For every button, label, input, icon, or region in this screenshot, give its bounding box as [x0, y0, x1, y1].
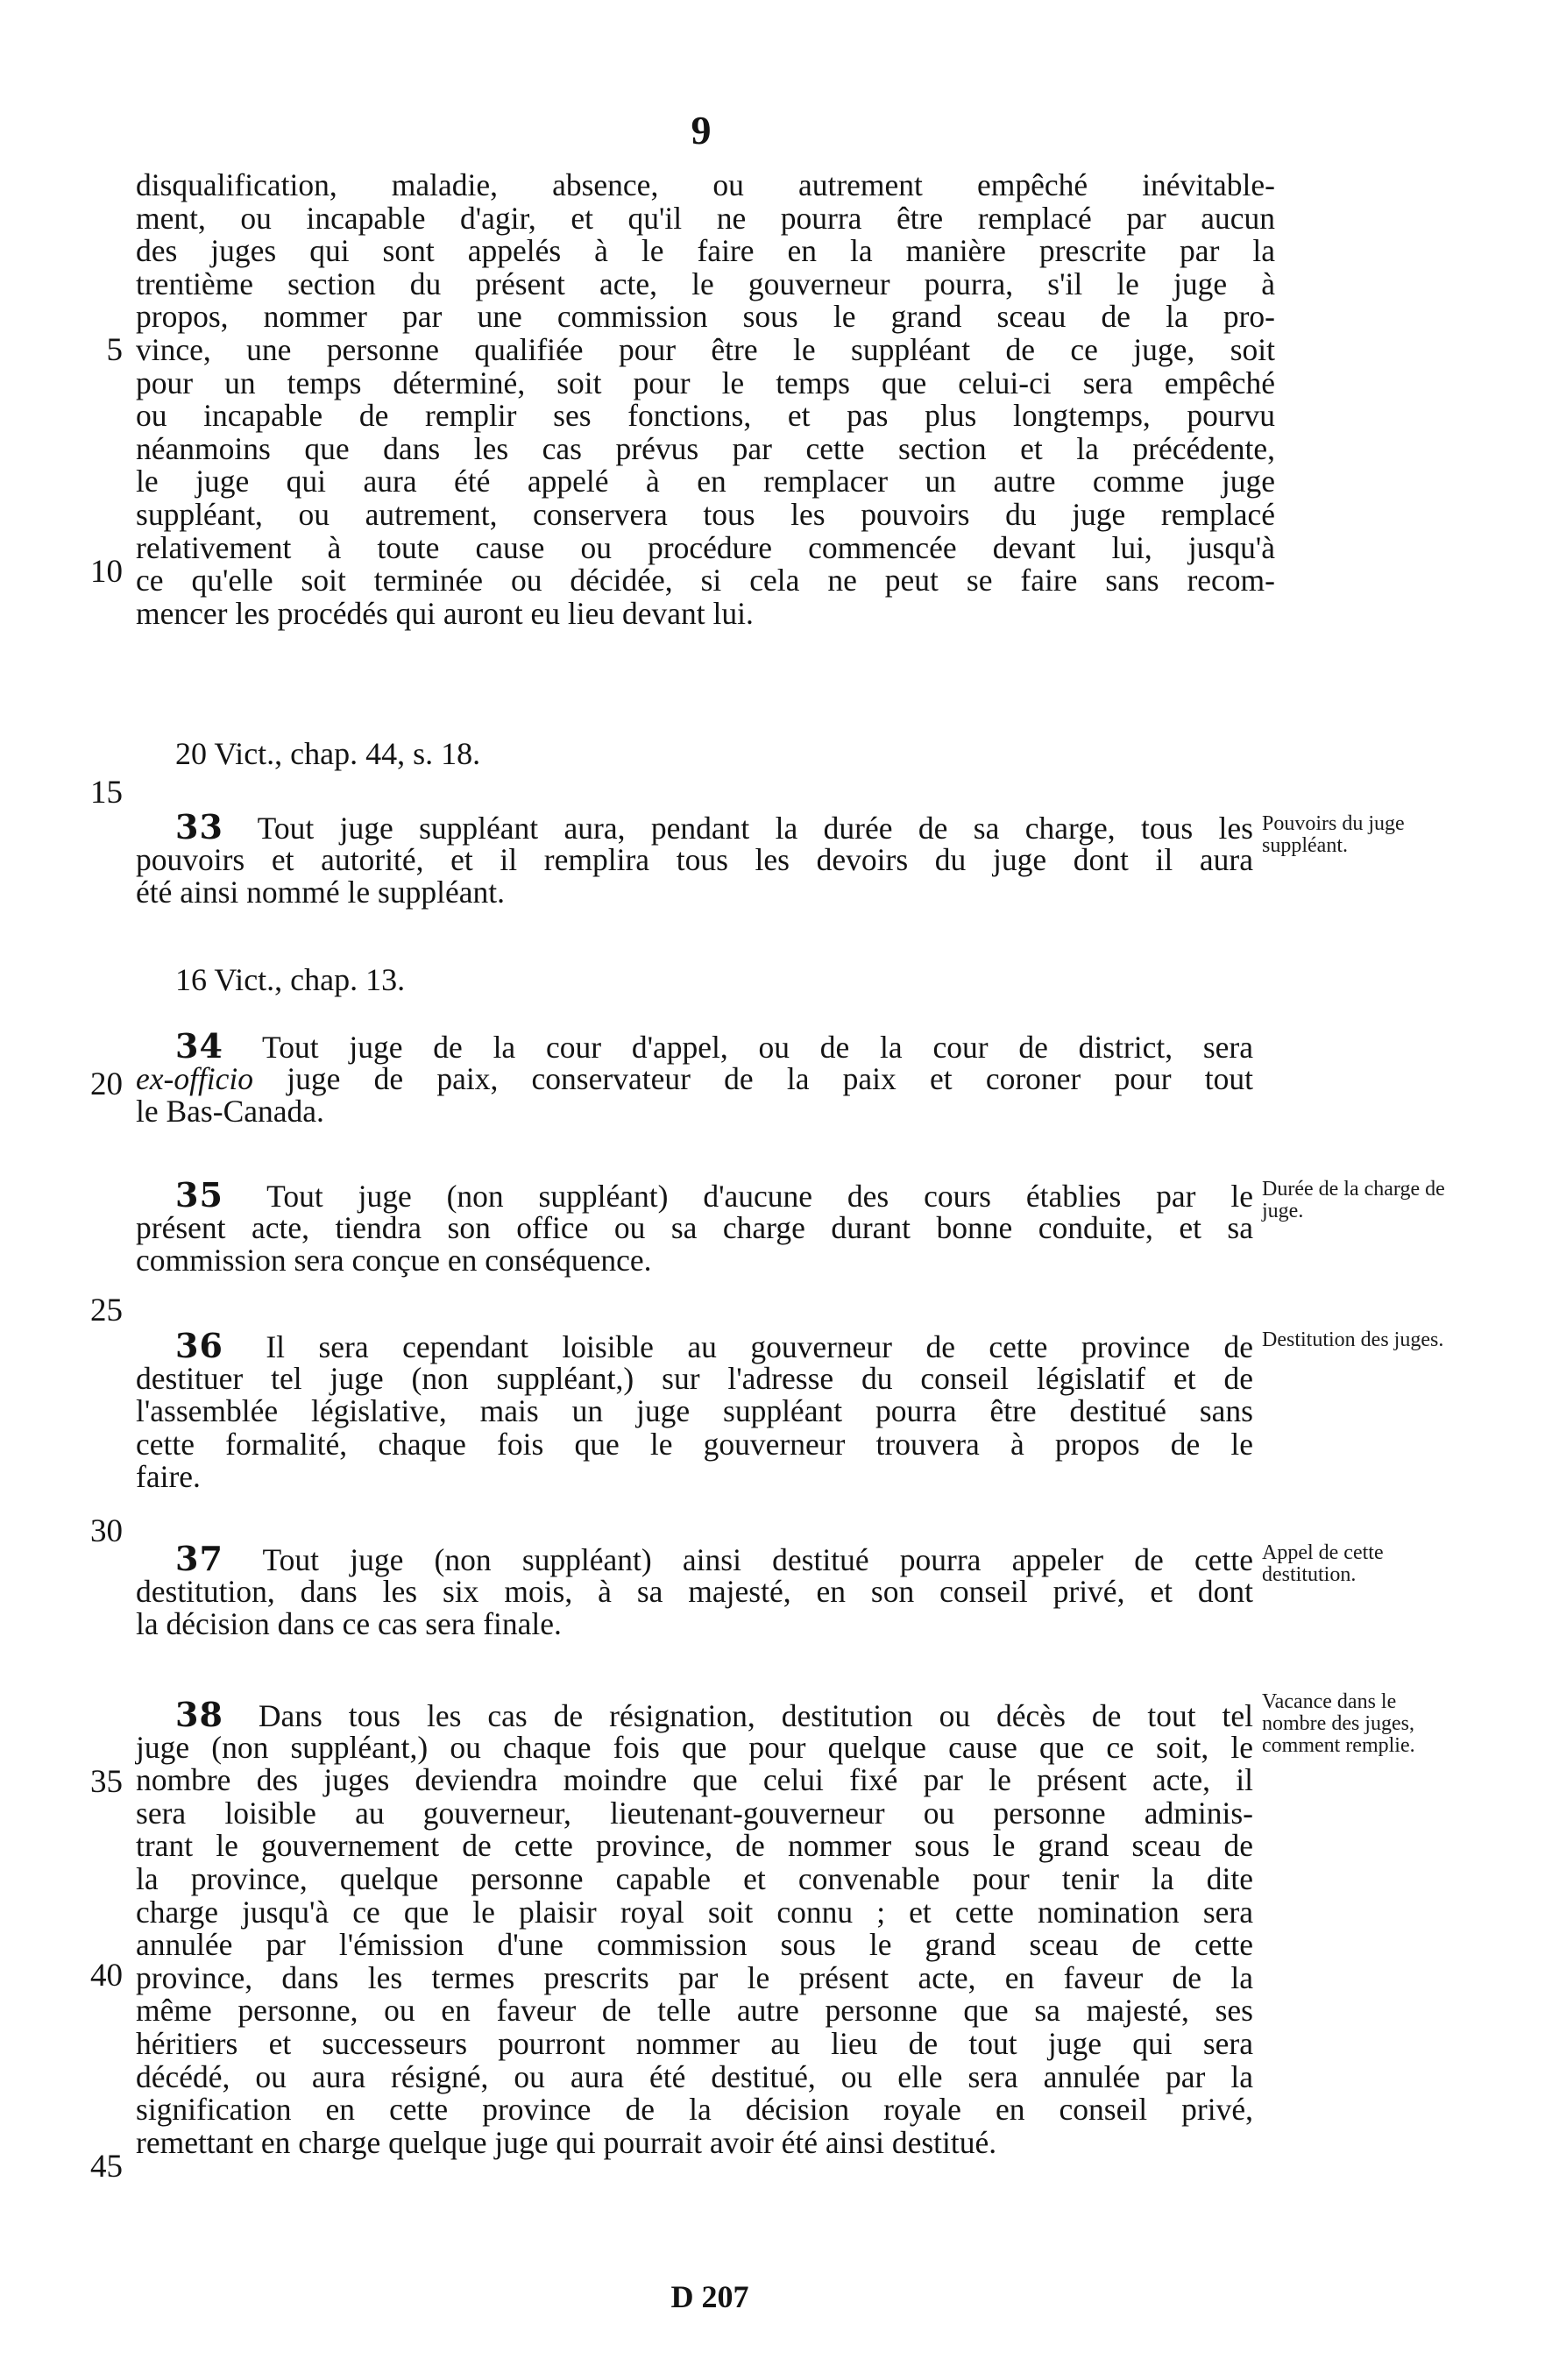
section-38	[136, 1695, 1254, 2160]
text-line: la province, quelque personne capable et convenable pour tenir la dite	[136, 1860, 1253, 1896]
margin-note: Pouvoirs du juge suppléant.	[1262, 812, 1405, 857]
line-number: 25	[90, 1293, 123, 1328]
citation: 16 Vict., chap. 13.	[175, 962, 406, 997]
margin-note: Destitution des juges.	[1262, 1328, 1444, 1351]
text-line: même personne, ou en faveur de telle autre personne que sa majesté, ses	[136, 1993, 1253, 2029]
text-line: des juges qui sont appelés à le faire en la manière prescrite par la	[136, 233, 1275, 269]
text-line: nombre des juges deviendra moindre que celui fixé par le présent acte, il	[136, 1762, 1253, 1798]
text-line: destitution, dans les six mois, à sa majesté, en son conseil privé, et dont	[136, 1573, 1253, 1609]
text-line: sera loisible au gouverneur, lieutenant-gouverneur ou personne adminis-	[136, 1795, 1253, 1831]
text-line: suppléant, ou autrement, conservera tous les pouvoirs du juge remplacé	[136, 496, 1275, 532]
text-line: été ainsi nommé le suppléant.	[136, 875, 505, 910]
text-line: le Bas-Canada.	[136, 1094, 324, 1130]
section-text: Tout juge de la cour d'appel, ou de la cour de district, sera	[262, 1030, 1254, 1065]
text-line: la décision dans ce cas sera finale.	[136, 1606, 562, 1642]
margin-note: Appel de cette destitution.	[1262, 1541, 1384, 1586]
line-number: 40	[90, 1958, 123, 1994]
text-line: cette formalité, chaque fois que le gouverneur trouvera à propos de le	[136, 1426, 1253, 1462]
margin-note: Vacance dans le nombre des juges, comment remplie.	[1262, 1690, 1415, 1757]
text-line	[136, 807, 1253, 846]
text-line	[136, 1326, 1253, 1365]
section-text: Dans tous les cas de résignation, destitution ou décès de tout tel	[258, 1698, 1254, 1733]
line-number: 20	[90, 1066, 123, 1102]
text-line: vince, une personne qualifiée pour être le suppléant de ce juge, soit	[136, 331, 1275, 367]
text-line	[136, 1695, 1254, 1734]
text-line: ou incapable de remplir ses fonctions, et pas plus longtemps, pourvu	[136, 398, 1275, 434]
page-number: 9	[691, 108, 712, 152]
section-text: Tout juge suppléant aura, pendant la durée de sa charge, tous les	[257, 811, 1253, 846]
text-line: ment, ou incapable d'agir, et qu'il ne pourra être remplacé par aucun	[136, 200, 1275, 236]
text-line: signification en cette province de la décision royale en conseil privé,	[136, 2092, 1253, 2128]
line-number: 30	[90, 1513, 123, 1549]
section-number: 35	[175, 1175, 223, 1215]
intro-paragraph	[136, 169, 1275, 630]
text-line: présent acte, tiendra son office ou sa charge durant bonne conduite, et sa	[136, 1209, 1253, 1245]
section-number: 33	[175, 807, 223, 846]
text-line: héritiers et successeurs pourront nommer au lieu de tout juge qui sera	[136, 2025, 1253, 2061]
text-line: mencer les procédés qui auront eu lieu devant lui.	[136, 595, 754, 631]
section-33	[136, 807, 1253, 910]
signature-mark: D 207	[670, 2279, 749, 2314]
line-number: 5	[106, 332, 123, 368]
section-34	[136, 1026, 1254, 1130]
text-line: annulée par l'émission d'une commission sous le grand sceau de cette	[136, 1927, 1253, 1963]
text-line: néanmoins que dans les cas prévus par cette section et la précédente,	[136, 430, 1275, 466]
text-line: propos, nommer par une commission sous le grand sceau de la pro-	[136, 299, 1275, 335]
italic-term: ex-officio	[136, 1060, 254, 1096]
text-line: juge (non suppléant,) ou chaque fois que pour quelque cause que ce soit, le	[136, 1729, 1253, 1765]
text-line: charge jusqu'à ce que le plaisir royal soit connu ; et cette nomination sera	[136, 1894, 1253, 1930]
section-number: 36	[175, 1326, 223, 1365]
text-line: décédé, ou aura résigné, ou aura été destitué, ou elle sera annulée par la	[136, 2058, 1253, 2094]
section-text: juge de paix, conservateur de la paix et coroner pour tout	[253, 1060, 1253, 1096]
section-text: Tout juge (non suppléant) ainsi destitué pourra appeler de cette	[262, 1542, 1253, 1577]
text-line: province, dans les termes prescrits par le présent acte, en faveur de la	[136, 1959, 1253, 1995]
text-line: l'assemblée législative, mais un juge suppléant pourra être destitué sans	[136, 1393, 1253, 1429]
text-line: trentième section du présent acte, le gouverneur pourra, s'il le juge à	[136, 266, 1275, 301]
text-line	[136, 1175, 1254, 1215]
section-text: Tout juge (non suppléant) d'aucune des cours établies par le	[266, 1179, 1254, 1214]
section-number: 38	[175, 1695, 223, 1734]
line-number: 35	[90, 1764, 123, 1800]
text-line: destituer tel juge (non suppléant,) sur l'adresse du conseil législatif et de	[136, 1360, 1253, 1396]
text-line: pouvoirs et autorité, et il remplira tous les devoirs du juge dont il aura	[136, 841, 1253, 877]
text-line: remettant en charge quelque juge qui pourrait avoir été ainsi destitué.	[136, 2124, 997, 2160]
line-number: 15	[90, 775, 123, 811]
text-line: le juge qui aura été appelé à en remplacer un autre comme juge	[136, 464, 1275, 499]
line-number: 45	[90, 2149, 123, 2185]
text-line: relativement à toute cause ou procédure commencée devant lui, jusqu'à	[136, 529, 1275, 565]
text-line	[136, 1060, 1253, 1096]
text-line	[136, 1539, 1253, 1578]
citation: 20 Vict., chap. 44, s. 18.	[175, 736, 481, 771]
section-35	[136, 1175, 1254, 1279]
section-36	[136, 1326, 1253, 1495]
section-number: 34	[175, 1026, 223, 1066]
text-line: disqualification, maladie, absence, ou autrement empêché inévitable-	[136, 167, 1275, 202]
text-line: faire.	[136, 1459, 201, 1495]
section-number: 37	[175, 1539, 223, 1578]
line-number: 10	[90, 554, 123, 590]
text-line: commission sera conçue en conséquence.	[136, 1243, 652, 1279]
text-line: pour un temps déterminé, soit pour le temps que celui-ci sera empêché	[136, 365, 1275, 400]
text-line: trant le gouvernement de cette province, de nommer sous le grand sceau de	[136, 1828, 1253, 1864]
margin-note: Durée de la charge de juge.	[1262, 1178, 1445, 1222]
section-37	[136, 1539, 1253, 1642]
section-text: Il sera cependant loisible au gouverneur de cette province de	[266, 1329, 1253, 1364]
text-line: ce qu'elle soit terminée ou décidée, si cela ne peut se faire sans recom-	[136, 563, 1275, 599]
text-line	[136, 1026, 1254, 1066]
